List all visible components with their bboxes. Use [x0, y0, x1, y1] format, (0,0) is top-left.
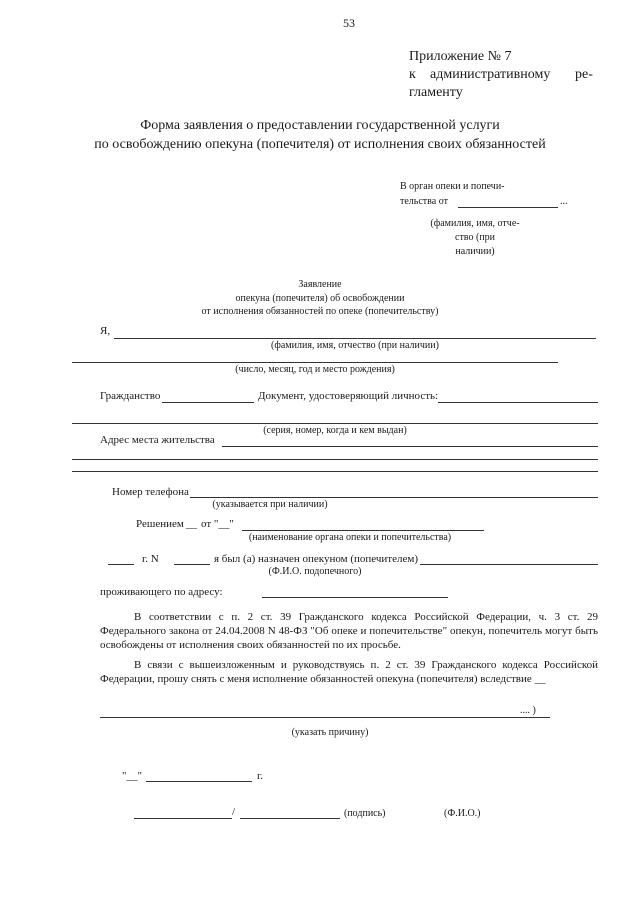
- reason-hint: (указать причину): [291, 727, 369, 738]
- birth-field[interactable]: [72, 362, 558, 363]
- form-title-line2: по освобождению опекуна (попечителя) от исполнения своих обязанностей: [94, 137, 546, 152]
- addressee-tail: ...: [560, 196, 568, 207]
- document-field-continued[interactable]: [72, 423, 598, 424]
- date-field[interactable]: [146, 781, 252, 782]
- fio-hint: (фамилия, имя, отчество (при наличии): [271, 340, 439, 351]
- fio-field[interactable]: [114, 338, 596, 339]
- signature-field[interactable]: [134, 818, 232, 819]
- addressee-line1: В орган опеки и попечи-: [400, 181, 505, 192]
- statement-sub-1: опекуна (попечителя) об освобождении: [235, 293, 405, 304]
- statement-sub-2: от исполнения обязанностей по опеке (попечительству): [201, 306, 439, 317]
- year-suffix: г. N: [142, 553, 159, 565]
- addressee-hint-2: ство (при: [455, 232, 495, 243]
- sign-hint: (подпись): [344, 808, 386, 819]
- address-field[interactable]: [222, 446, 598, 447]
- paragraph-legal-basis: В соответствии с п. 2 ст. 39 Гражданского кодекса Российской Федерации, ч. 3 ст. 29 Федерального закона от 24.04.2008 N 48-ФЗ "Об опеке и попечительстве" опекун, попечитель могут быть освобождены от исполнения своих обязанностей по их просьбе.: [100, 611, 598, 651]
- decision-organ-field[interactable]: [242, 530, 484, 531]
- document-hint: (серия, номер, когда и кем выдан): [263, 425, 407, 436]
- paragraph-request: В связи с вышеизложенным и руководствуясь п. 2 ст. 39 Гражданского кодекса Российской Федерации, прошу снять с меня исполнение обязанностей опекуна (попечителя) вследствие __: [100, 659, 598, 685]
- signature-slash: /: [232, 806, 236, 818]
- appointed-text: я был (а) назначен опекуном (попечителем): [214, 553, 418, 565]
- i-label: Я,: [100, 325, 111, 337]
- addressee-hint-1: (фамилия, имя, отче-: [430, 218, 520, 229]
- number-field[interactable]: [174, 564, 210, 565]
- birth-hint: (число, месяц, год и место рождения): [235, 364, 395, 375]
- reason-tail: .... ): [520, 705, 536, 716]
- form-title-line1: Форма заявления о предоставлении государственной услуги: [140, 118, 500, 133]
- date-prefix: "__": [122, 770, 142, 782]
- address-field-3[interactable]: [72, 471, 598, 472]
- signature-fio-field[interactable]: [240, 818, 340, 819]
- signature-fio-hint: (Ф.И.О.): [444, 808, 481, 819]
- year-field[interactable]: [108, 564, 134, 565]
- appendix-administrative: административному: [430, 67, 551, 82]
- appendix-title: Приложение № 7: [409, 49, 512, 64]
- citizenship-label: Гражданство: [100, 390, 161, 402]
- phone-label: Номер телефона: [112, 486, 189, 498]
- reason-field[interactable]: [100, 717, 550, 718]
- residing-field[interactable]: [262, 597, 448, 598]
- decision-label: Решением: [136, 518, 184, 530]
- addressee-hint-3: наличии): [455, 246, 495, 257]
- phone-hint: (указывается при наличии): [212, 499, 328, 510]
- addressee-line2: тельства от: [400, 196, 448, 207]
- decision-from: от "__": [201, 518, 234, 530]
- citizenship-field[interactable]: [162, 402, 254, 403]
- decision-blank[interactable]: __: [186, 518, 197, 530]
- addressee-blank[interactable]: [458, 207, 558, 208]
- document-label: Документ, удостоверяющий личность:: [258, 390, 439, 402]
- date-suffix: г.: [257, 770, 264, 782]
- residing-label: проживающего по адресу:: [100, 586, 223, 598]
- appendix-re: ре-: [575, 67, 593, 82]
- ward-field[interactable]: [420, 564, 598, 565]
- organ-hint: (наименование органа опеки и попечительства): [248, 532, 452, 543]
- phone-field[interactable]: [190, 497, 598, 498]
- document-field[interactable]: [438, 402, 598, 403]
- page-number: 53: [343, 16, 355, 30]
- appendix-k: к: [409, 67, 416, 82]
- address-label: Адрес места жительства: [100, 434, 215, 446]
- statement-title: Заявление: [298, 279, 342, 290]
- appendix-reglament: гламенту: [409, 85, 463, 100]
- address-field-2[interactable]: [72, 459, 598, 460]
- ward-hint: (Ф.И.О. подопечного): [268, 566, 362, 577]
